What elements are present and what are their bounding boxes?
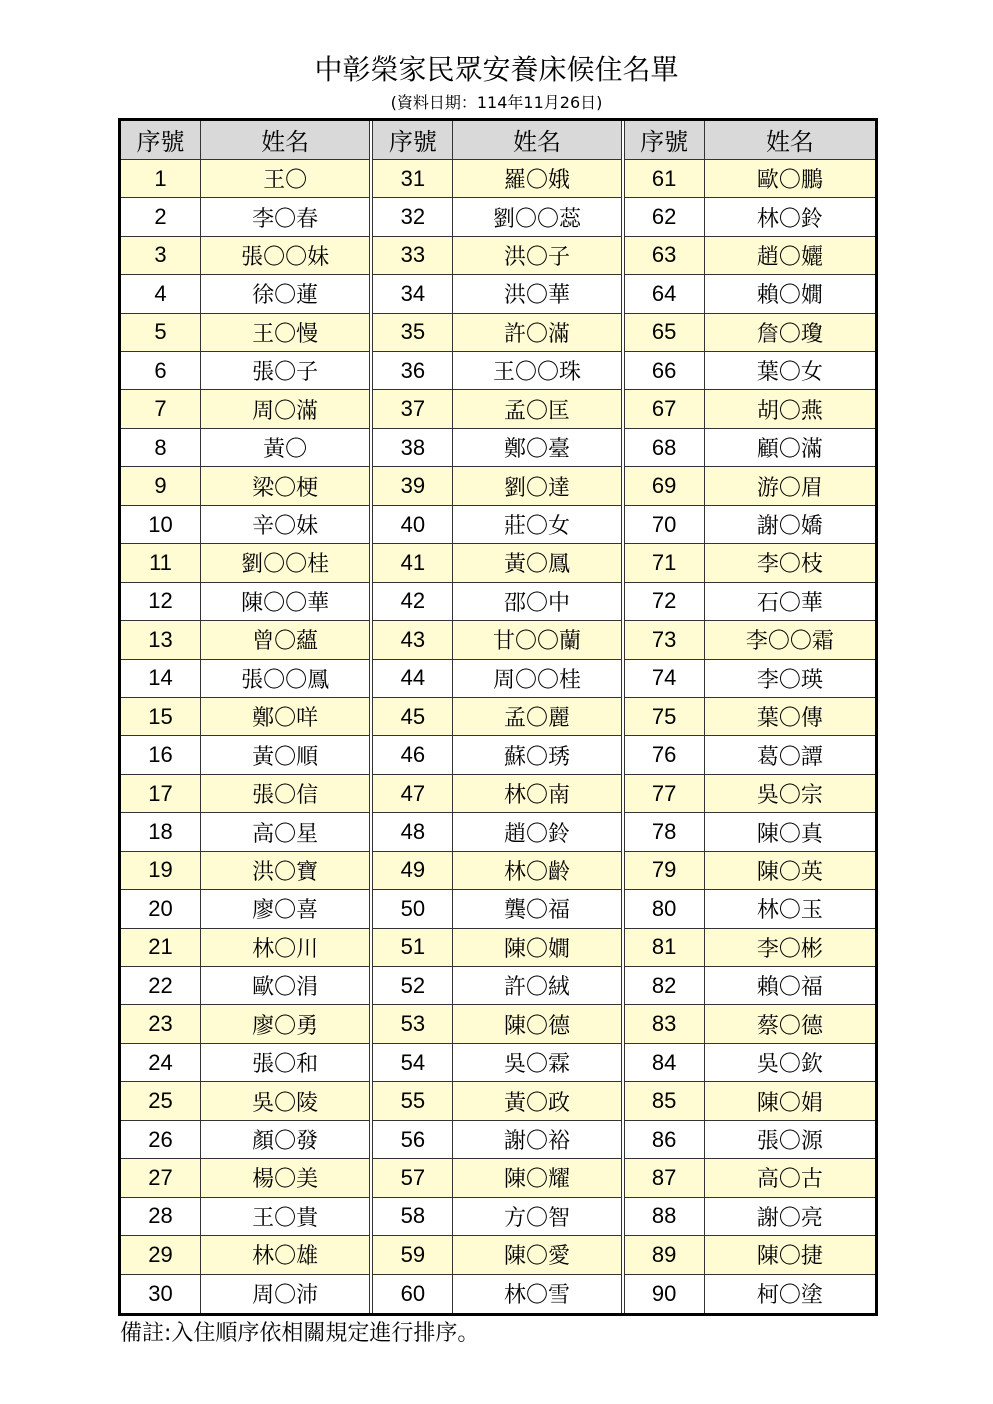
seq-cell: 42 — [373, 583, 453, 620]
name-cell: 蘇〇琇 — [503, 744, 570, 770]
seq-cell: 53 — [373, 1005, 453, 1042]
seq-cell: 28 — [121, 1198, 201, 1235]
seq-cell: 2 — [121, 198, 201, 235]
header-row — [625, 121, 875, 160]
seq-cell: 25 — [121, 1082, 201, 1119]
seq-cell: 8 — [121, 429, 201, 466]
name-cell: 王〇貴 — [252, 1205, 319, 1231]
name-cell: 邵〇中 — [503, 590, 570, 616]
table-row — [121, 390, 369, 428]
seq-cell: 7 — [121, 390, 201, 427]
name-cell: 甘〇〇蘭 — [492, 629, 581, 655]
seq-cell: 10 — [121, 506, 201, 543]
seq-cell: 61 — [625, 160, 705, 197]
name-cell: 許〇絨 — [503, 975, 570, 1001]
table-row — [121, 1198, 369, 1236]
column-group-3 — [621, 121, 875, 1313]
table-row — [373, 198, 620, 236]
seq-cell: 68 — [625, 429, 705, 466]
table-row — [625, 775, 875, 813]
table-row — [121, 1275, 369, 1313]
name-cell: 趙〇孋 — [756, 244, 823, 270]
seq-cell: 5 — [121, 314, 201, 351]
name-cell: 劉〇〇桂 — [241, 552, 330, 578]
name-cell: 吳〇霖 — [503, 1052, 570, 1078]
name-cell: 吳〇欽 — [756, 1052, 823, 1078]
name-cell: 柯〇塗 — [756, 1283, 823, 1309]
table-row — [121, 314, 369, 352]
seq-cell: 35 — [373, 314, 453, 351]
name-cell: 陳〇德 — [503, 1013, 570, 1039]
name-cell: 賴〇嫺 — [756, 283, 823, 309]
name-cell: 謝〇嬌 — [756, 514, 823, 539]
table-row — [121, 352, 369, 390]
table-row — [373, 1159, 620, 1197]
name-cell: 辛〇妹 — [252, 514, 319, 539]
seq-cell: 88 — [625, 1198, 705, 1235]
table-row — [625, 813, 875, 851]
name-cell: 林〇雄 — [252, 1244, 319, 1270]
seq-cell: 46 — [373, 736, 453, 773]
seq-cell: 85 — [625, 1082, 705, 1119]
name-cell: 莊〇女 — [503, 514, 570, 539]
name-cell: 陳〇真 — [756, 821, 823, 847]
table-row — [121, 160, 369, 198]
table-row — [625, 621, 875, 659]
table-row — [121, 967, 369, 1005]
table-row — [625, 1005, 875, 1043]
seq-cell: 55 — [373, 1082, 453, 1119]
seq-cell: 64 — [625, 275, 705, 312]
table-row — [373, 621, 620, 659]
name-cell: 胡〇燕 — [756, 398, 823, 424]
seq-cell: 38 — [373, 429, 453, 466]
name-cell: 張〇信 — [252, 783, 319, 809]
table-row — [121, 852, 369, 890]
table-row — [625, 660, 875, 698]
seq-cell: 44 — [373, 660, 453, 697]
seq-cell: 69 — [625, 467, 705, 504]
seq-cell: 71 — [625, 544, 705, 581]
table-row — [373, 736, 620, 774]
table-row — [373, 506, 620, 544]
header-seq: 序號 — [121, 121, 201, 159]
table-row — [373, 1198, 620, 1236]
name-cell: 梁〇梗 — [252, 475, 319, 501]
name-cell: 賴〇福 — [756, 975, 823, 1001]
seq-cell: 13 — [121, 621, 201, 658]
name-cell: 游〇眉 — [756, 475, 823, 501]
table-row — [373, 429, 620, 467]
name-cell: 李〇春 — [252, 206, 319, 232]
seq-cell: 70 — [625, 506, 705, 543]
name-cell: 廖〇喜 — [252, 898, 319, 924]
seq-cell: 24 — [121, 1044, 201, 1081]
name-cell: 葛〇譚 — [756, 744, 823, 770]
name-cell: 李〇瑛 — [756, 667, 823, 693]
table-row — [625, 429, 875, 467]
table-row — [121, 813, 369, 851]
name-cell: 周〇沛 — [252, 1283, 319, 1309]
table-row — [625, 390, 875, 428]
seq-cell: 29 — [121, 1236, 201, 1273]
seq-cell: 84 — [625, 1044, 705, 1081]
name-cell: 洪〇子 — [503, 244, 570, 270]
table-row — [625, 544, 875, 582]
table-row — [625, 967, 875, 1005]
seq-cell: 9 — [121, 467, 201, 504]
seq-cell: 50 — [373, 890, 453, 927]
name-cell: 陳〇英 — [756, 859, 823, 885]
name-cell: 林〇南 — [503, 783, 570, 809]
name-cell: 高〇古 — [756, 1167, 823, 1193]
table-row — [625, 1082, 875, 1120]
table-row — [121, 506, 369, 544]
seq-cell: 11 — [121, 544, 201, 581]
seq-cell: 81 — [625, 929, 705, 966]
table-row — [625, 352, 875, 390]
table-row — [625, 1121, 875, 1159]
table-row — [121, 621, 369, 659]
table-row — [625, 275, 875, 313]
seq-cell: 52 — [373, 967, 453, 1004]
seq-cell: 3 — [121, 237, 201, 274]
seq-cell: 47 — [373, 775, 453, 812]
seq-cell: 20 — [121, 890, 201, 927]
name-cell: 吳〇宗 — [756, 783, 823, 809]
seq-cell: 14 — [121, 660, 201, 697]
table-row — [121, 890, 369, 928]
name-cell: 周〇滿 — [252, 398, 319, 424]
seq-cell: 40 — [373, 506, 453, 543]
name-cell: 孟〇麗 — [503, 706, 570, 732]
name-cell: 孟〇匡 — [503, 398, 570, 424]
name-cell: 陳〇耀 — [503, 1167, 570, 1193]
table-row — [121, 1121, 369, 1159]
table-row — [625, 1198, 875, 1236]
seq-cell: 17 — [121, 775, 201, 812]
table-row — [121, 660, 369, 698]
seq-cell: 76 — [625, 736, 705, 773]
seq-cell: 6 — [121, 352, 201, 389]
seq-cell: 34 — [373, 275, 453, 312]
name-cell: 石〇華 — [756, 590, 823, 616]
table-row — [625, 237, 875, 275]
seq-cell: 57 — [373, 1159, 453, 1196]
table-row — [121, 698, 369, 736]
table-row — [373, 775, 620, 813]
seq-cell: 86 — [625, 1121, 705, 1158]
table-row — [625, 1236, 875, 1274]
footnote: 備註:入住順序依相關規定進行排序。 — [120, 1321, 480, 1346]
seq-cell: 4 — [121, 275, 201, 312]
seq-cell: 16 — [121, 736, 201, 773]
table-row — [373, 275, 620, 313]
name-cell: 李〇〇霜 — [745, 629, 834, 655]
name-cell: 洪〇寶 — [252, 859, 319, 885]
name-cell: 楊〇美 — [252, 1167, 319, 1193]
name-cell: 張〇〇妹 — [241, 244, 330, 270]
seq-cell: 39 — [373, 467, 453, 504]
name-cell: 陳〇捷 — [756, 1244, 823, 1270]
seq-cell: 63 — [625, 237, 705, 274]
table-row — [373, 1121, 620, 1159]
table-row — [373, 1082, 620, 1120]
table-row — [373, 852, 620, 890]
seq-cell: 82 — [625, 967, 705, 1004]
name-cell: 黃〇 — [263, 437, 308, 463]
name-cell: 歐〇鵬 — [756, 168, 823, 194]
name-cell: 謝〇裕 — [503, 1129, 570, 1154]
table-row — [373, 390, 620, 428]
seq-cell: 37 — [373, 390, 453, 427]
seq-cell: 59 — [373, 1236, 453, 1273]
seq-cell: 12 — [121, 583, 201, 620]
table-row — [121, 929, 369, 967]
table-row — [373, 1005, 620, 1043]
table-row — [373, 1275, 620, 1313]
table-row — [121, 237, 369, 275]
name-cell: 陳〇〇華 — [241, 590, 330, 616]
table-row — [121, 544, 369, 582]
seq-cell: 23 — [121, 1005, 201, 1042]
seq-cell: 36 — [373, 352, 453, 389]
seq-cell: 77 — [625, 775, 705, 812]
name-cell: 鄭〇臺 — [503, 437, 570, 463]
name-cell: 劉〇〇蕊 — [492, 206, 581, 232]
table-row — [373, 160, 620, 198]
table-row — [625, 314, 875, 352]
name-cell: 徐〇蓮 — [252, 283, 319, 309]
table-row — [121, 583, 369, 621]
table-row — [121, 275, 369, 313]
name-cell: 黃〇政 — [503, 1090, 570, 1116]
name-cell: 林〇川 — [252, 936, 319, 962]
column-group-2 — [369, 121, 620, 1313]
table-row — [373, 929, 620, 967]
table-row — [625, 506, 875, 544]
name-cell: 陳〇愛 — [503, 1244, 570, 1270]
name-cell: 吳〇陵 — [252, 1090, 319, 1116]
seq-cell: 54 — [373, 1044, 453, 1081]
name-cell: 張〇〇鳳 — [241, 667, 330, 693]
name-cell: 張〇和 — [252, 1052, 319, 1078]
seq-cell: 21 — [121, 929, 201, 966]
seq-cell: 74 — [625, 660, 705, 697]
table-row — [121, 429, 369, 467]
table-row — [625, 698, 875, 736]
seq-cell: 89 — [625, 1236, 705, 1273]
table-row — [373, 660, 620, 698]
header-row — [373, 121, 620, 160]
name-cell: 王〇 — [263, 168, 308, 194]
table-row — [373, 237, 620, 275]
name-cell: 黃〇順 — [252, 744, 319, 770]
seq-cell: 56 — [373, 1121, 453, 1158]
seq-cell: 73 — [625, 621, 705, 658]
seq-cell: 67 — [625, 390, 705, 427]
seq-cell: 49 — [373, 852, 453, 889]
table-row — [373, 544, 620, 582]
seq-cell: 33 — [373, 237, 453, 274]
name-cell: 李〇彬 — [756, 936, 823, 962]
header-row — [121, 121, 369, 160]
name-cell: 陳〇嫺 — [503, 936, 570, 962]
seq-cell: 26 — [121, 1121, 201, 1158]
name-cell: 曾〇蘊 — [252, 629, 319, 655]
table-row — [121, 198, 369, 236]
name-cell: 高〇星 — [252, 821, 319, 847]
name-cell: 龔〇福 — [503, 898, 570, 924]
name-cell: 黃〇鳳 — [503, 552, 570, 578]
table-row — [121, 1044, 369, 1082]
table-row — [625, 1044, 875, 1082]
table-row — [373, 698, 620, 736]
table-row — [625, 852, 875, 890]
seq-cell: 78 — [625, 813, 705, 850]
seq-cell: 60 — [373, 1275, 453, 1313]
seq-cell: 87 — [625, 1159, 705, 1196]
seq-cell: 65 — [625, 314, 705, 351]
seq-cell: 19 — [121, 852, 201, 889]
name-cell: 葉〇女 — [756, 360, 823, 386]
seq-cell: 80 — [625, 890, 705, 927]
seq-cell: 15 — [121, 698, 201, 735]
name-cell: 林〇鈴 — [756, 206, 823, 232]
name-cell: 歐〇涓 — [252, 975, 319, 1001]
header-seq: 序號 — [625, 121, 705, 159]
name-cell: 陳〇娟 — [756, 1090, 823, 1116]
document-title: 中彰榮家民眾安養床候住名單 — [314, 53, 679, 86]
name-cell: 張〇子 — [252, 360, 319, 386]
table-row — [373, 1044, 620, 1082]
name-cell: 張〇源 — [756, 1129, 823, 1154]
table-row — [121, 775, 369, 813]
seq-cell: 31 — [373, 160, 453, 197]
name-cell: 林〇雪 — [503, 1283, 570, 1309]
seq-cell: 72 — [625, 583, 705, 620]
name-cell: 顏〇發 — [252, 1129, 319, 1154]
header-name: 姓名 — [765, 128, 814, 157]
seq-cell: 58 — [373, 1198, 453, 1235]
table-row — [373, 967, 620, 1005]
name-cell: 謝〇亮 — [756, 1205, 823, 1231]
name-cell: 廖〇勇 — [252, 1013, 319, 1039]
table-row — [625, 929, 875, 967]
seq-cell: 43 — [373, 621, 453, 658]
waiting-list-table — [118, 118, 878, 1316]
seq-cell: 75 — [625, 698, 705, 735]
name-cell: 鄭〇咩 — [252, 706, 319, 732]
seq-cell: 41 — [373, 544, 453, 581]
table-row — [373, 314, 620, 352]
name-cell: 顧〇滿 — [756, 437, 823, 463]
seq-cell: 27 — [121, 1159, 201, 1196]
seq-cell: 1 — [121, 160, 201, 197]
table-row — [373, 467, 620, 505]
table-row — [625, 160, 875, 198]
seq-cell: 62 — [625, 198, 705, 235]
seq-cell: 66 — [625, 352, 705, 389]
table-row — [121, 1005, 369, 1043]
seq-cell: 48 — [373, 813, 453, 850]
name-cell: 王〇〇珠 — [492, 360, 581, 386]
name-cell: 葉〇傳 — [756, 706, 823, 732]
table-row — [121, 1236, 369, 1274]
name-cell: 蔡〇德 — [756, 1013, 823, 1039]
name-cell: 周〇〇桂 — [492, 667, 581, 693]
table-row — [625, 467, 875, 505]
table-row — [373, 813, 620, 851]
table-row — [121, 736, 369, 774]
name-cell: 方〇智 — [503, 1205, 570, 1231]
header-name: 姓名 — [261, 128, 310, 157]
seq-cell: 90 — [625, 1275, 705, 1313]
name-cell: 詹〇瓊 — [756, 321, 823, 347]
header-name: 姓名 — [513, 128, 561, 157]
seq-cell: 18 — [121, 813, 201, 850]
table-row — [373, 583, 620, 621]
table-row — [625, 1159, 875, 1197]
table-row — [625, 198, 875, 236]
table-row — [373, 890, 620, 928]
table-row — [121, 467, 369, 505]
table-row — [373, 1236, 620, 1274]
name-cell: 林〇玉 — [756, 898, 823, 924]
name-cell: 洪〇華 — [503, 283, 570, 309]
table-row — [121, 1082, 369, 1120]
seq-cell: 45 — [373, 698, 453, 735]
table-row — [121, 1159, 369, 1197]
table-row — [625, 1275, 875, 1313]
name-cell: 羅〇娥 — [503, 168, 570, 194]
name-cell: 王〇慢 — [252, 321, 319, 347]
table-row — [373, 352, 620, 390]
data-date: (資料日期：114年11月26日) — [390, 93, 603, 112]
table-row — [625, 583, 875, 621]
seq-cell: 83 — [625, 1005, 705, 1042]
seq-cell: 30 — [121, 1275, 201, 1313]
name-cell: 許〇滿 — [503, 321, 570, 347]
seq-cell: 51 — [373, 929, 453, 966]
seq-cell: 32 — [373, 198, 453, 235]
name-cell: 劉〇達 — [503, 475, 570, 501]
seq-cell: 79 — [625, 852, 705, 889]
column-group-1 — [121, 121, 369, 1313]
seq-cell: 22 — [121, 967, 201, 1004]
table-row — [625, 890, 875, 928]
name-cell: 趙〇鈴 — [503, 821, 570, 847]
name-cell: 林〇齡 — [503, 859, 570, 885]
table-row — [625, 736, 875, 774]
header-seq: 序號 — [373, 121, 453, 159]
name-cell: 李〇枝 — [756, 552, 823, 578]
